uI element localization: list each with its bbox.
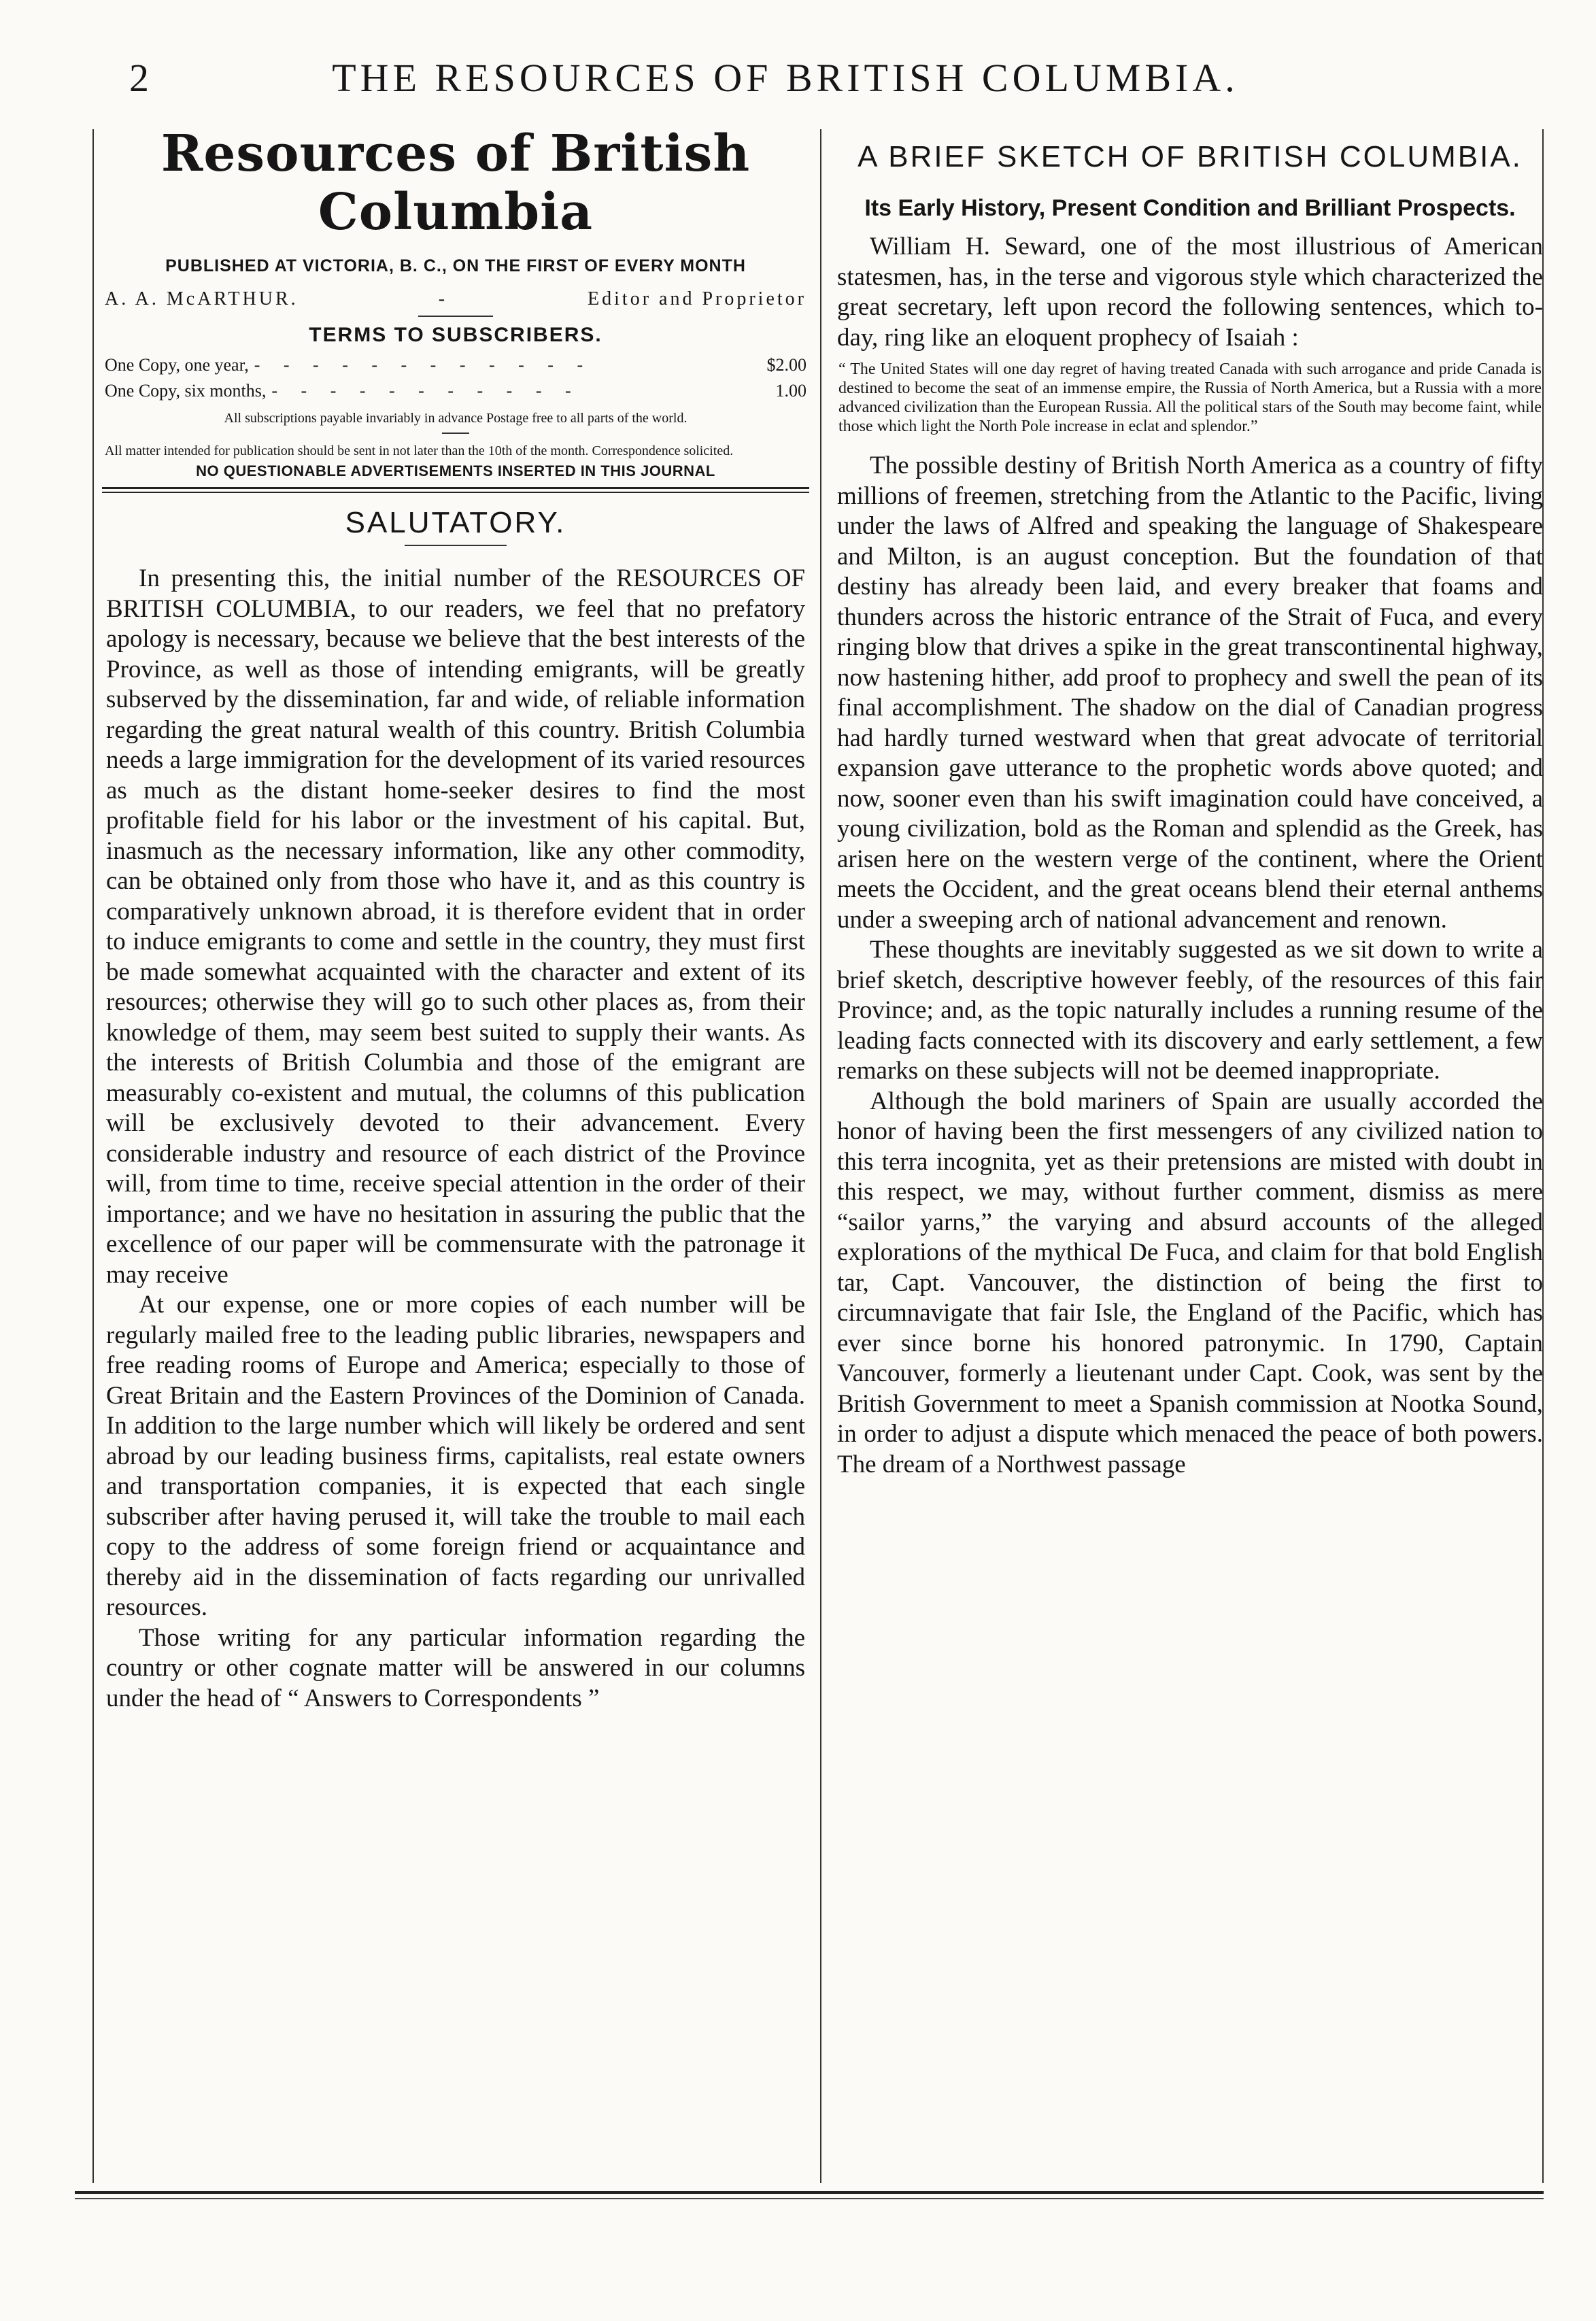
sketch-paragraph: William H. Seward, one of the most illustrious of American statesmen, has, in the terse and vigorous style which characterized the great secretary, left upon record the following sentences, which to-day, ring like an eloquent prophecy of Isaiah :: [837, 233, 1543, 352]
publication-line: PUBLISHED AT VICTORIA, B. C., ON THE FIRST OF EVERY MONTH: [165, 256, 746, 275]
matter-note: All matter intended for publication should be sent in not later than the 10th of the month. Correspondence solicited.: [105, 443, 734, 458]
sketch-subtitle: Its Early History, Present Condition and Brilliant Prospects.: [864, 195, 1516, 221]
running-title: THE RESOURCES OF BRITISH COLUMBIA.: [332, 56, 1239, 100]
price-amount: $2.00: [766, 355, 807, 375]
editor-line: [105, 288, 807, 310]
page-number: 2: [129, 56, 153, 100]
price-row: [105, 352, 807, 378]
salutatory-body: [106, 564, 805, 1714]
salutatory-title-rule: [405, 545, 507, 546]
sketch-paragraph: The possible destiny of British North America as a country of fifty millions of freemen, stretching from the Atlantic to the Pacific, living under the laws of Alfred and speaking the language of Shakespeare and Milton, is an august conception. But the foundation of that destiny has already been laid, and every breaker that foams and thunders across the historic entrance of the Strait of Fuca, and every ringing blow that drives a spike in the great transcontinental highway, now hastening hither, add proof to prophecy and swell the pean of its final accomplishment. The shadow on the dial of Canadian progress had hardly turned westward when that great advocate of territorial expansion gave utterance to the prophetic words above quoted; and now, sooner even than his swift imagination could have conceived, a young civilization, bold as the Roman and splendid as the Greek, has arisen here on the western verge of the continent, where the Orient meets the Occident, and the great oceans blend their eternal anthems under a sweeping arch of national advancement and renown.: [837, 452, 1543, 934]
price-leader: - - - - - - - - - - -: [271, 381, 581, 401]
salutatory-title: SALUTATORY.: [345, 506, 566, 539]
sketch-paragraph: Although the bold mariners of Spain are usually accorded the honor of having been the first messengers of any civilized nation to this terra incognita, yet as their pretensions are misted with doubt in this respect, we may, without further comment, dismiss as mere “sailor yarns,” the varying and absurd accounts of the alleged explorations of the mythical De Fuca, and claim for that bold English tar, Capt. Vancouver, the distinction of being the first to circumnavigate that fair Isle, the England of the Pacific, which has ever since borne his honored patronymic. In 1790, Captain Vancouver, formerly a lieutenant under Capt. Cook, was sent by the British Government to meet a Spanish commission at Nootka Sound, in order to adjust a dispute which menaced the peace of both powers. The dream of a Northwest passage: [837, 1087, 1543, 1478]
sketch-title: A BRIEF SKETCH OF BRITISH COLUMBIA.: [858, 140, 1523, 173]
page-header: [102, 48, 1469, 109]
left-border-rule: [92, 129, 94, 2183]
price-amount: 1.00: [775, 381, 807, 401]
seward-quote: “ The United States will one day regret of having treated Canada with such arrogance and pride Canada is destined to become the seat of an immense empire, the Russia of North America, but a Russia with a more advanced civilization than the European Russia. All the political stars of the South may become faint, while those which light the North Pole increase in eclat and splendor.”: [838, 360, 1542, 435]
salutatory-paragraph: At our expense, one or more copies of each number will be regularly mailed free to the leading public libraries, newspapers and free reading rooms of Europe and America; especially to those of Great Britain and the Eastern Provinces of the Dominion of Canada. In addition to the large number which will likely be ordered and sent abroad by our leading business firms, capitalists, real estate owners and transportation companies, it is expected that each single subscriber after having perused it, will take the trouble to mail each copy to the address of some foreign friend or acquaintance and thereby aid in the dissemination of facts regarding our unrivalled resources.: [106, 1291, 805, 1621]
price-label: One Copy, one year,: [105, 355, 249, 375]
masthead-bottom-rule: [102, 487, 809, 493]
price-row: [105, 378, 807, 404]
price-label: One Copy, six months,: [105, 381, 267, 401]
column-divider-rule: [820, 129, 821, 2183]
no-ads-notice: NO QUESTIONABLE ADVERTISEMENTS INSERTED IN THIS JOURNAL: [196, 462, 715, 479]
notes-divider: [442, 433, 469, 434]
sketch-body: [837, 232, 1543, 353]
right-column: [833, 119, 1547, 2186]
page-bottom-rule: [75, 2191, 1544, 2194]
terms-heading: TERMS TO SUBSCRIBERS.: [309, 324, 602, 346]
masthead-title: Resources of British Columbia: [160, 124, 751, 241]
editor-dash: -: [438, 288, 448, 309]
subscription-note: All subscriptions payable invariably in advance Postage free to all parts of the world.: [224, 411, 687, 426]
salutatory-paragraph: In presenting this, the initial number of the RESOURCES OF BRITISH COLUMBIA, to our readers, we feel that no prefatory apology is necessary, because we believe that the best interests of the Province, as well as those of intending emigrants, will be greatly subserved by the dissemination, far and wide, of reliable information regarding the great natural wealth of this country. British Columbia needs a large immigration for the development of its varied resources as much as the distant home-seeker desires to find the most profitable field for his labor or the investment of his capital. But, inasmuch as the necessary information, like any other commodity, can be obtained only from those who have it, and as this country is comparatively unknown abroad, it is therefore evident that in order to induce emigrants to come and settle in the country, they must first be made somewhat acquainted with the character and extent of its resources; otherwise they will go to such other places as, from their knowledge of them, may seem best suited to supply their wants. As the interests of British Columbia and those of the emigrant are measurably co-existent and mutual, the columns of this publication will be exclusively devoted to their advancement. Every considerable industry and resource of each district of the Province will, from time to time, receive special attention in the order of their importance; and we have no hesitation in assuring the public that the excellence of our paper will be commensurate with the patronage it may receive: [106, 564, 805, 1289]
salutatory-paragraph: Those writing for any particular information regarding the country or other cognate matter will be answered in our columns under the head of “ Answers to Correspondents ”: [106, 1623, 805, 1712]
masthead-divider: [418, 316, 493, 317]
price-leader: - - - - - - - - - - - -: [254, 355, 593, 375]
sketch-body-continued: [837, 451, 1543, 1480]
sketch-paragraph: These thoughts are inevitably suggested as we sit down to write a brief sketch, descriptive however feebly, of the resources of this fair Province; and, as the topic naturally includes a running resume of the leading facts connected with its discovery and early settlement, a few remarks on these subjects will not be deemed inappropriate.: [837, 936, 1543, 1085]
page-bottom-rule-thin: [75, 2198, 1544, 2199]
editor-role: Editor and Proprietor: [588, 288, 807, 309]
left-column: [102, 119, 809, 2186]
editor-name: A. A. McARTHUR.: [105, 288, 299, 309]
